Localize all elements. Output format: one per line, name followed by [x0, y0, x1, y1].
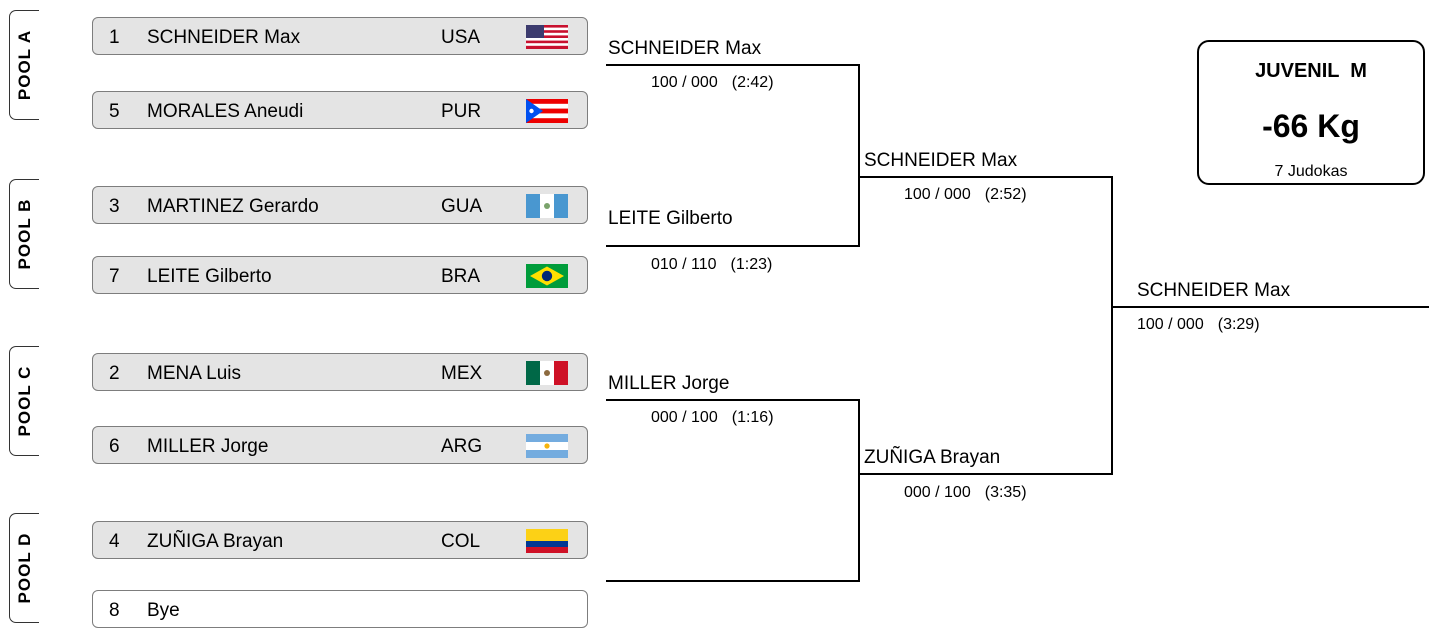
bracket-line — [858, 399, 860, 582]
country-code: MEX — [441, 363, 483, 384]
entry-row-bye — [92, 590, 588, 628]
entry-row — [92, 521, 588, 559]
athlete-name: LEITE Gilberto — [147, 266, 272, 287]
argentina-flag-icon — [526, 434, 568, 458]
entry-row — [92, 186, 588, 224]
athlete-name: MENA Luis — [147, 363, 241, 384]
puerto-rico-flag-icon — [526, 99, 568, 123]
seed-number: 6 — [109, 436, 120, 457]
round1-score-1: 100 / 000 (2:42) — [651, 74, 774, 91]
entry-row — [92, 256, 588, 294]
seed-number: 8 — [109, 600, 120, 621]
round1-winner-1: SCHNEIDER Max — [608, 38, 762, 59]
bracket-line — [606, 580, 860, 582]
weight-class: -66 Kg — [1262, 108, 1360, 144]
athlete-name: ZUÑIGA Brayan — [147, 531, 284, 552]
round1-score-3: 000 / 100 (1:16) — [651, 409, 774, 426]
final-score: 100 / 000 (3:29) — [1137, 316, 1260, 333]
athlete-name: MORALES Aneudi — [147, 101, 304, 122]
seed-number: 7 — [109, 266, 120, 287]
semifinal-score-2: 000 / 100 (3:35) — [904, 484, 1027, 501]
athlete-name: SCHNEIDER Max — [147, 27, 301, 48]
bracket-line — [860, 473, 1113, 475]
country-code: PUR — [441, 101, 482, 122]
entry-row — [92, 426, 588, 464]
bracket-line — [858, 64, 860, 247]
usa-flag-icon — [526, 25, 568, 49]
seed-number: 4 — [109, 531, 120, 552]
bracket-line — [860, 176, 1113, 178]
seed-number: 2 — [109, 363, 120, 384]
semifinal-winner-1: SCHNEIDER Max — [864, 150, 1018, 171]
country-code: USA — [441, 27, 481, 48]
semifinal-score-1: 100 / 000 (2:52) — [904, 186, 1027, 203]
seed-number: 1 — [109, 27, 120, 48]
pool-c-label: POOL C — [9, 346, 39, 456]
round1-winner-2: LEITE Gilberto — [608, 208, 733, 229]
brazil-flag-icon — [526, 264, 568, 288]
category-box — [1197, 40, 1425, 185]
guatemala-flag-icon — [526, 194, 568, 218]
bracket-line — [1111, 176, 1113, 475]
pool-a-label: POOL A — [9, 10, 39, 120]
round1-winner-3: MILLER Jorge — [608, 373, 730, 394]
entry-row — [92, 17, 588, 55]
mexico-flag-icon — [526, 361, 568, 385]
athlete-name: Bye — [147, 600, 180, 621]
bracket-line — [606, 64, 860, 66]
category-title: JUVENIL M — [1255, 60, 1367, 82]
entry-row — [92, 353, 588, 391]
round1-score-2: 010 / 110 (1:23) — [651, 256, 773, 273]
bracket-line — [606, 245, 860, 247]
seed-number: 3 — [109, 196, 120, 217]
country-code: BRA — [441, 266, 481, 287]
judoka-count: 7 Judokas — [1274, 163, 1348, 180]
pool-b-label: POOL B — [9, 179, 39, 289]
pool-d-label: POOL D — [9, 513, 39, 623]
country-code: GUA — [441, 196, 483, 217]
entry-row — [92, 91, 588, 129]
athlete-name: MARTINEZ Gerardo — [147, 196, 319, 217]
semifinal-winner-2: ZUÑIGA Brayan — [864, 447, 1001, 468]
bracket-line — [1113, 306, 1429, 308]
country-code: ARG — [441, 436, 483, 457]
athlete-name: MILLER Jorge — [147, 436, 269, 457]
final-winner: SCHNEIDER Max — [1137, 280, 1291, 301]
colombia-flag-icon — [526, 529, 568, 553]
seed-number: 5 — [109, 101, 120, 122]
bracket-line — [606, 399, 860, 401]
country-code: COL — [441, 531, 481, 552]
